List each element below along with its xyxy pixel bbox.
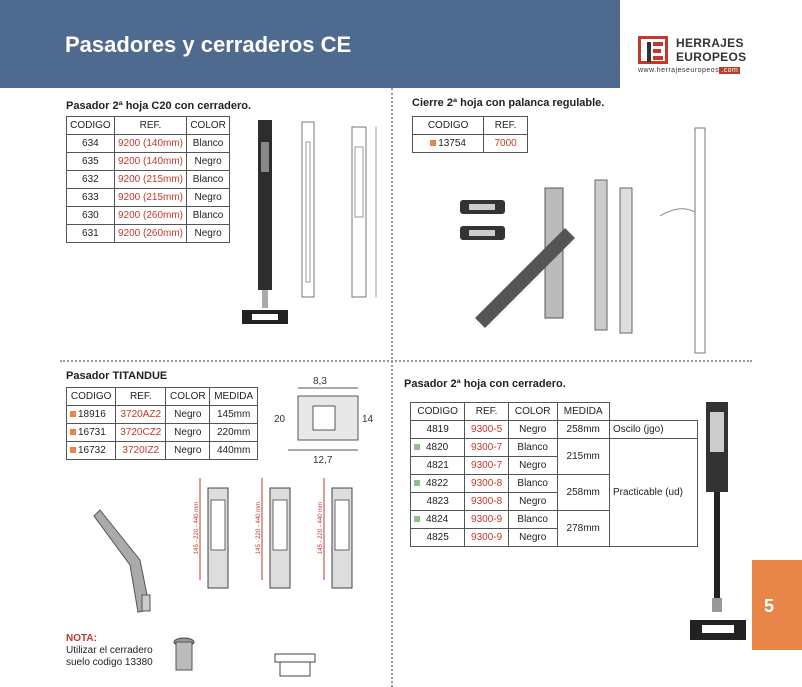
brand-name-line1: HERRAJES: [676, 36, 744, 50]
table-row: 633 9200 (215mm) Negro: [67, 189, 230, 207]
table-row: 631 9200 (260mm) Negro: [67, 225, 230, 243]
titandue-drawing-440: [324, 478, 352, 588]
nota-text-line2: suelo codigo 13380: [66, 657, 153, 668]
range-label-2: 145 - 220 - 440 mm: [256, 501, 262, 555]
section-title-c20: Pasador 2ª hoja C20 con cerradero.: [66, 100, 252, 112]
col-header: REF.: [116, 388, 166, 406]
brand-website: www.herrajeseuropeos .com: [638, 67, 739, 74]
c20-product-illustration: [240, 112, 390, 332]
table-row: 4821 9300-7 Negro: [411, 457, 698, 475]
section-title-pasador-cerradero: Pasador 2ª hoja con cerradero.: [404, 378, 566, 390]
section-title-titandue: Pasador TITANDUE: [66, 370, 168, 382]
nota-label: NOTA: [66, 633, 94, 644]
table-row: 4825 9300-9 Negro: [411, 529, 698, 547]
col-header: COLOR: [508, 403, 557, 421]
table-row: 16731 3720CZ2 Negro 220mm: [67, 424, 258, 442]
table-row: 4820 9300-7 Blanco 215mm Practicable (ud): [411, 439, 698, 457]
brand-logo: [638, 34, 758, 78]
table-row: 4824 9300-9 Blanco 278mm: [411, 511, 698, 529]
table-row: 13754 7000: [413, 135, 528, 153]
col-header: CODIGO: [411, 403, 465, 421]
col-header: COLOR: [187, 117, 230, 135]
titandue-product-drawings: [90, 470, 390, 630]
table-row: 630 9200 (260mm) Blanco: [67, 207, 230, 225]
table-row: 18916 3720AZ2 Negro 145mm: [67, 406, 258, 424]
titandue-drawing-145: [200, 478, 228, 588]
col-header: CODIGO: [413, 117, 484, 135]
col-header: CODIGO: [67, 117, 115, 135]
vertical-divider: [391, 88, 393, 687]
titandue-profile-drawing: [268, 372, 378, 467]
table-row: 632 9200 (215mm) Blanco: [67, 171, 230, 189]
dim-bottom: 12,7: [313, 455, 333, 466]
col-header: COLOR: [166, 388, 210, 406]
nota-illustrations: [170, 636, 330, 686]
titandue-drawing-220: [262, 478, 290, 588]
dim-top: 8,3: [313, 376, 327, 387]
col-header: REF.: [114, 117, 186, 135]
horizontal-divider: [60, 360, 752, 362]
nota-text-line1: Utilizar el cerradero: [66, 645, 153, 656]
table-c20: [66, 116, 230, 243]
brand-name-line2: EUROPEOS: [676, 50, 747, 64]
table-row: 635 9200 (140mm) Negro: [67, 153, 230, 171]
table-row: 634 9200 (140mm) Blanco: [67, 135, 230, 153]
col-header: CODIGO: [67, 388, 116, 406]
dim-right: 14: [362, 414, 374, 425]
col-header: REF.: [465, 403, 509, 421]
page-number-tab: 5: [752, 560, 802, 650]
nota-block: NOTA: Utilizar el cerradero suelo codigo 13380: [66, 633, 153, 668]
pasador-cerradero-product-illustration: [688, 398, 750, 650]
col-header: REF.: [484, 117, 528, 135]
table-row: 4823 9300-8 Negro: [411, 493, 698, 511]
dim-left: 20: [274, 414, 286, 425]
table-row: 16732 3720IZ2 Negro 440mm: [67, 442, 258, 460]
cierre-product-illustration: [455, 108, 745, 358]
logo-icon: [638, 36, 668, 64]
section-title-cierre: Cierre 2ª hoja con palanca regulable.: [412, 97, 605, 109]
table-row: 4819 9300-5 Negro 258mm Oscilo (jgo): [411, 421, 698, 439]
page-header: [0, 0, 620, 88]
col-header: MEDIDA: [557, 403, 609, 421]
table-row: 4822 9300-8 Blanco 258mm: [411, 475, 698, 493]
table-titandue: [66, 387, 258, 460]
range-label-3: 145 - 220 - 440 mm: [318, 501, 324, 555]
col-header: MEDIDA: [210, 388, 258, 406]
page-title: Pasadores y cerraderos CE: [65, 32, 352, 57]
table-pasador-cerradero: [410, 402, 698, 547]
range-label-1: 145 - 220 - 440 mm: [194, 501, 200, 555]
